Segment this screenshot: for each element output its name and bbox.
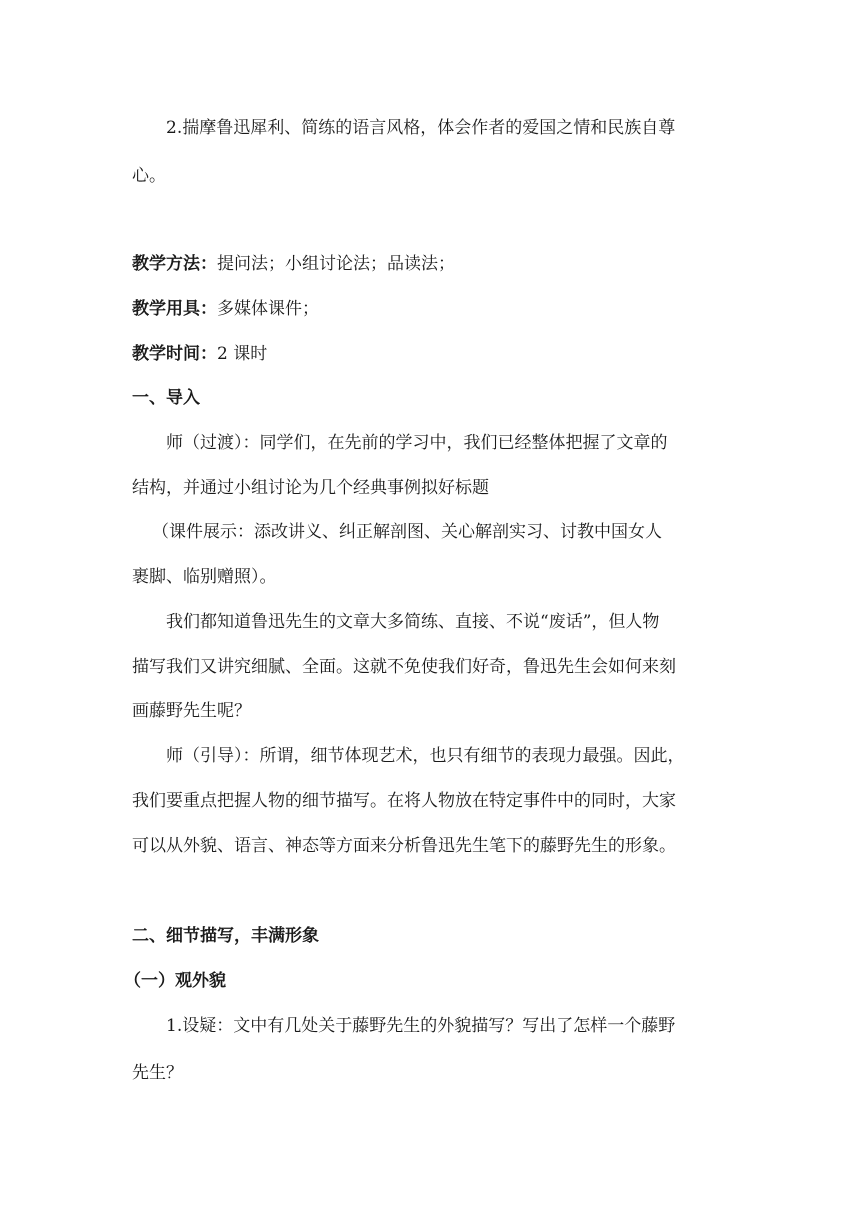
paragraph-2-line-1: （课件展示：添改讲义、纠正解剖图、关心解剖实习、讨教中国女人 (152, 522, 662, 542)
section-2-title: 二、细节描写，丰满形象 (132, 926, 319, 946)
subsection-1-title: （一）观外貌 (124, 971, 226, 991)
teaching-tools-value: 多媒体课件； (217, 299, 319, 319)
question-1-line-1: 1.设疑：文中有几处关于藤野先生的外貌描写？写出了怎样一个藤野 (166, 1016, 676, 1036)
teaching-time-label: 教学时间： (132, 344, 217, 364)
teaching-goal-2-line-2: 心。 (132, 166, 166, 186)
teaching-method-value: 提问法；小组讨论法；品读法； (217, 254, 455, 274)
paragraph-3-line-3: 画藤野先生呢？ (132, 701, 251, 721)
paragraph-2-line-2: 裹脚、临别赠照）。 (132, 567, 277, 587)
paragraph-4-line-2: 我们要重点把握人物的细节描写。在将人物放在特定事件中的同时，大家 (132, 791, 676, 811)
teaching-tools-label: 教学用具： (132, 299, 217, 319)
paragraph-1-line-2: 结构，并通过小组讨论为几个经典事例拟好标题 (132, 478, 489, 498)
teaching-time-value: 2 课时 (217, 344, 268, 364)
teaching-goal-2-line-1: 2.揣摩鲁迅犀利、简练的语言风格，体会作者的爱国之情和民族自尊 (166, 118, 676, 138)
paragraph-1-line-1: 师（过渡）：同学们，在先前的学习中，我们已经整体把握了文章的 (166, 433, 668, 453)
teaching-time-row (132, 342, 732, 366)
question-1-line-2: 先生？ (132, 1063, 183, 1083)
teaching-method-row (132, 252, 732, 276)
paragraph-3-line-2: 描写我们又讲究细腻、全面。这就不免使我们好奇，鲁迅先生会如何来刻 (132, 657, 676, 677)
teaching-tools-row (132, 297, 732, 321)
section-1-title: 一、导入 (132, 388, 200, 408)
teaching-method-label: 教学方法： (132, 254, 217, 274)
paragraph-4-line-1: 师（引导）：所谓，细节体现艺术，也只有细节的表现力最强。因此， (166, 746, 685, 766)
paragraph-3-line-1: 我们都知道鲁迅先生的文章大多简练、直接、不说“废话”，但人物 (166, 612, 660, 632)
paragraph-4-line-3: 可以从外貌、语言、神态等方面来分析鲁迅先生笔下的藤野先生的形象。 (132, 836, 676, 856)
